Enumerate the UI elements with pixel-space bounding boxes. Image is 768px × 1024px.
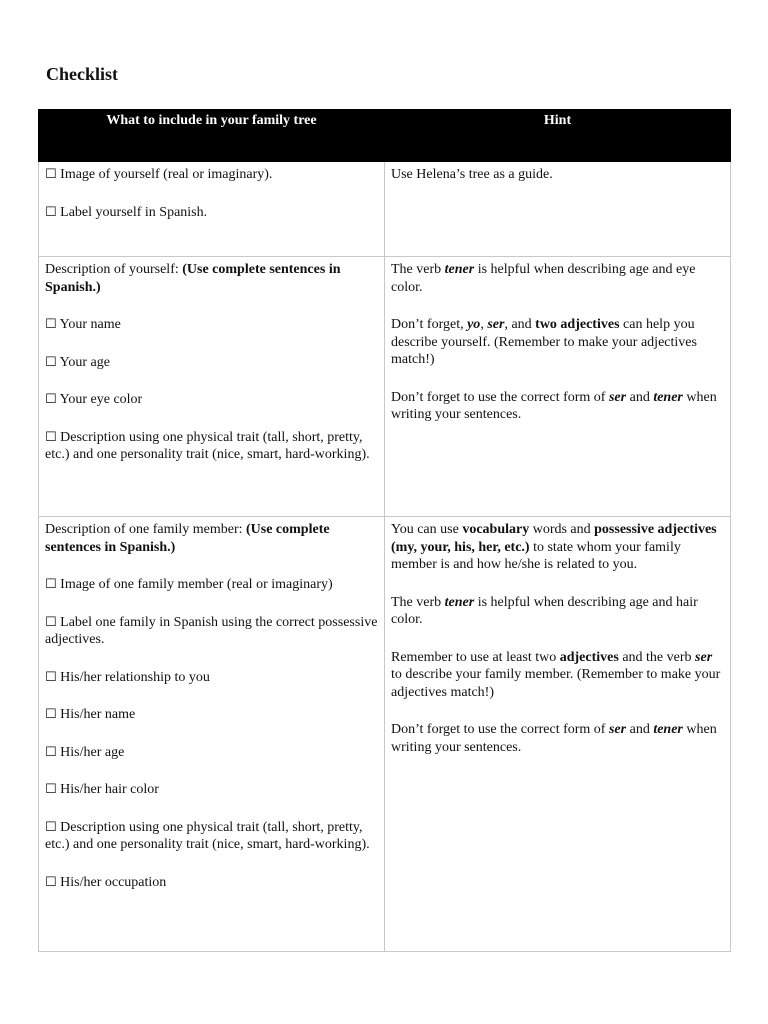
checklist-item[interactable]: ☐ Your name [45, 317, 121, 332]
checkbox-icon[interactable]: ☐ [45, 317, 57, 332]
checklist-item[interactable]: ☐ Label one family in Spanish using the correct possessive adjectives. [45, 614, 378, 647]
checklist-item[interactable]: ☐ Image of yourself (real or imaginary). [45, 167, 273, 182]
checkbox-icon[interactable]: ☐ [45, 669, 57, 685]
header-hint: Hint [385, 110, 731, 162]
checklist-item[interactable]: ☐ Your eye color [45, 392, 143, 407]
checklist-item[interactable]: ☐ Description using one physical trait (tall, short, pretty, etc.) and one personality trait (nice, smart, hard-working). [45, 429, 370, 462]
checklist-item[interactable]: ☐ Label yourself in Spanish. [45, 204, 208, 220]
hint-text: You can use vocabulary words and possessive adjectives (my, your, his, her, etc.) to state whom your family member is and how he/she is related to you. [391, 522, 717, 572]
checklist-item[interactable]: ☐ His/her relationship to you [45, 669, 210, 685]
checkbox-icon[interactable]: ☐ [45, 167, 57, 182]
checklist-item[interactable]: ☐ Image of one family member (real or imaginary) [45, 577, 333, 592]
hint-text: The verb tener is helpful when describing age and hair color. [391, 594, 698, 627]
include-cell-self [39, 257, 385, 517]
checkbox-icon[interactable]: ☐ [45, 874, 57, 890]
table-row-self [39, 257, 731, 517]
checklist-item[interactable]: ☐ His/her hair color [45, 782, 159, 797]
checkbox-icon[interactable]: ☐ [45, 707, 57, 722]
hint-text: Remember to use at least two adjectives and the verb ser to describe your family member. (Remember to make your adjectives match!) [391, 649, 721, 700]
checklist-table [38, 109, 731, 952]
header-include: What to include in your family tree [39, 110, 385, 162]
hint-cell-family-member [385, 517, 731, 952]
checklist-item[interactable]: ☐ His/her age [45, 744, 125, 760]
checkbox-icon[interactable]: ☐ [45, 744, 57, 760]
hint-text: Use Helena’s tree as a guide. [391, 167, 553, 182]
hint-cell-image [385, 162, 731, 257]
section-intro: Description of one family member: (Use complete sentences in Spanish.) [45, 522, 330, 555]
checklist-item[interactable]: ☐ Description using one physical trait (tall, short, pretty, etc.) and one personality trait (nice, smart, hard-working). [45, 819, 370, 852]
hint-text: The verb tener is helpful when describing age and eye color. [391, 262, 696, 295]
hint-text: Don’t forget, yo, ser, and two adjectives can help you describe yourself. (Remember to make your adjectives match!) [391, 317, 697, 367]
checkbox-icon[interactable]: ☐ [45, 577, 57, 592]
include-cell-family-member [39, 517, 385, 952]
checkbox-icon[interactable]: ☐ [45, 614, 57, 630]
hint-text: Don’t forget to use the correct form of ser and tener when writing your sentences. [391, 389, 717, 422]
checkbox-icon[interactable]: ☐ [45, 392, 57, 407]
checkbox-icon[interactable]: ☐ [45, 429, 57, 445]
section-intro: Description of yourself: (Use complete sentences in Spanish.) [45, 262, 341, 295]
checklist-item[interactable]: ☐ His/her occupation [45, 874, 167, 890]
checklist-item[interactable]: ☐ Your age [45, 354, 110, 370]
hint-text: Don’t forget to use the correct form of ser and tener when writing your sentences. [391, 722, 717, 755]
table-row-image [39, 162, 731, 257]
checkbox-icon[interactable]: ☐ [45, 354, 57, 370]
hint-cell-self [385, 257, 731, 517]
header-row [39, 110, 731, 162]
table-row-family-member [39, 517, 731, 952]
checklist-item[interactable]: ☐ His/her name [45, 707, 136, 722]
checkbox-icon[interactable]: ☐ [45, 819, 57, 835]
checkbox-icon[interactable]: ☐ [45, 204, 57, 220]
checkbox-icon[interactable]: ☐ [45, 782, 57, 797]
page-title: Checklist [46, 64, 118, 84]
include-cell-image [39, 162, 385, 257]
